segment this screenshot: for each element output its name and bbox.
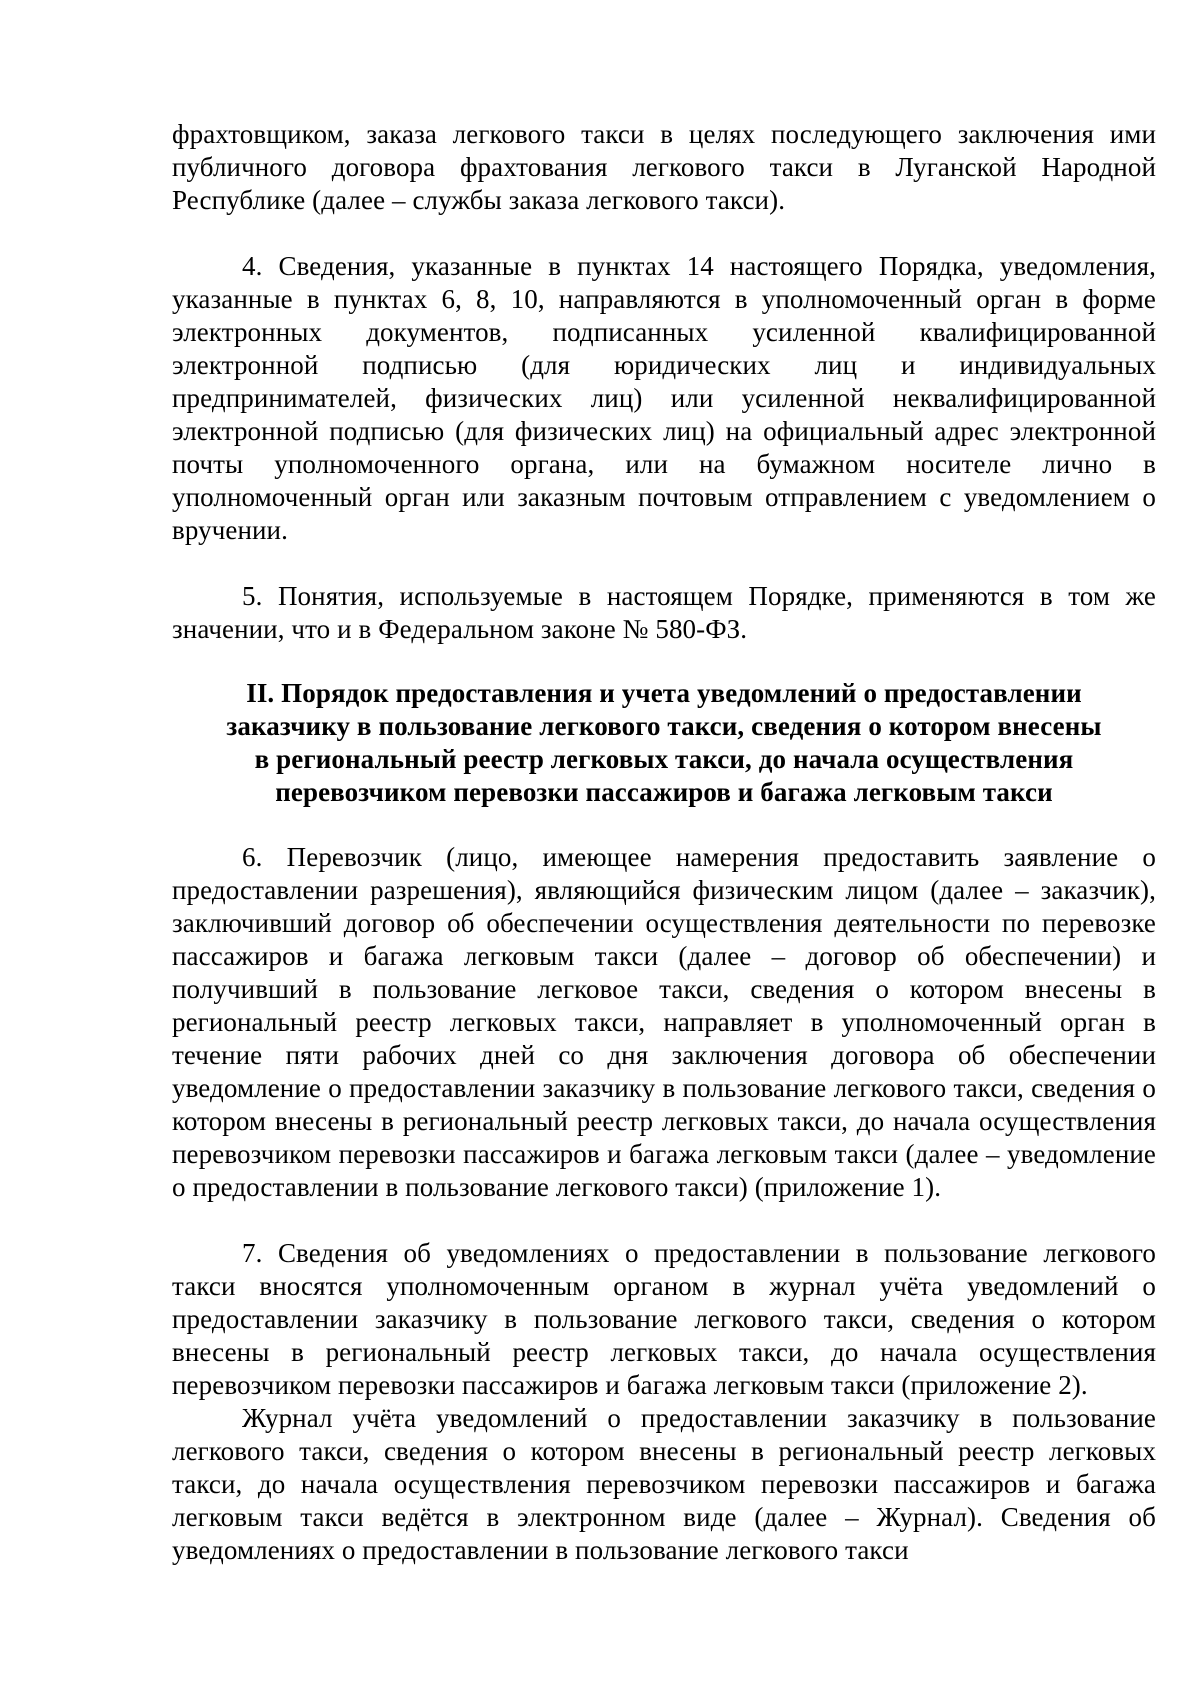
section-heading-line-4: перевозчиком перевозки пассажиров и багажа легковым такси xyxy=(275,777,1053,807)
paragraph-continued: фрахтовщиком, заказа легкового такси в целях последующего заключения ими публичного договора фрахтования легкового такси в Луганской Народной Республике (далее – службы заказа легкового такси). xyxy=(172,119,1156,215)
section-heading-line-3: в региональный реестр легковых такси, до начала осуществления xyxy=(254,744,1074,774)
paragraph-7: 7. Сведения об уведомлениях о предоставлении в пользование легкового такси вносятся уполномоченным органом в журнал учёта уведомлений о предоставлении заказчику в пользование легкового такси, сведения о котором внесены в региональный реестр легковых такси, до начала осуществления перевозчиком перевозки пассажиров и багажа легковым такси (приложение 2). xyxy=(172,1238,1156,1400)
paragraph-5: 5. Понятия, используемые в настоящем Порядке, применяются в том же значении, что и в Федеральном законе № 580-ФЗ. xyxy=(172,581,1156,644)
paragraph-4: 4. Сведения, указанные в пунктах 14 настоящего Порядка, уведомления, указанные в пунктах 6, 8, 10, направляются в уполномоченный орган в форме электронных документов, подписанных усиленной квалифицированной электронной подписью (для юридических лиц и индивидуальных предпринимателей, физических лиц) или усиленной неквалифицированной электронной подписью (для физических лиц) на официальный адрес электронной почты уполномоченного органа, или на бумажном носителе лично в уполномоченный орган или заказным почтовым отправлением с уведомлением о вручении. xyxy=(172,251,1156,545)
paragraph-7-journal: Журнал учёта уведомлений о предоставлении заказчику в пользование легкового такси, сведения о котором внесены в региональный реестр легковых такси, до начала осуществления перевозчиком перевозки пассажиров и багажа легковым такси ведётся в электронном виде (далее – Журнал). Сведения об уведомлениях о предоставлении в пользование легкового такси xyxy=(172,1403,1156,1565)
section-heading-line-2: заказчику в пользование легкового такси, сведения о котором внесены xyxy=(226,711,1102,741)
section-heading xyxy=(172,677,1156,809)
document-body xyxy=(172,118,1156,1567)
section-heading-line-1: II. Порядок предоставления и учета уведомлений о предоставлении xyxy=(246,678,1082,708)
paragraph-6: 6. Перевозчик (лицо, имеющее намерения предоставить заявление о предоставлении разрешения), являющийся физическим лицом (далее – заказчик), заключивший договор об обеспечении осуществления деятельности по перевозке пассажиров и багажа легковым такси (далее – договор об обеспечении) и получивший в пользование легковое такси, сведения о котором внесены в региональный реестр легковых такси, направляет в уполномоченный орган в течение пяти рабочих дней со дня заключения договора об обеспечении уведомление о предоставлении заказчику в пользование легкового такси, сведения о котором внесены в региональный реестр легковых такси, до начала осуществления перевозчиком перевозки пассажиров и багажа легковым такси (далее – уведомление о предоставлении в пользование легкового такси) (приложение 1). xyxy=(172,842,1156,1202)
